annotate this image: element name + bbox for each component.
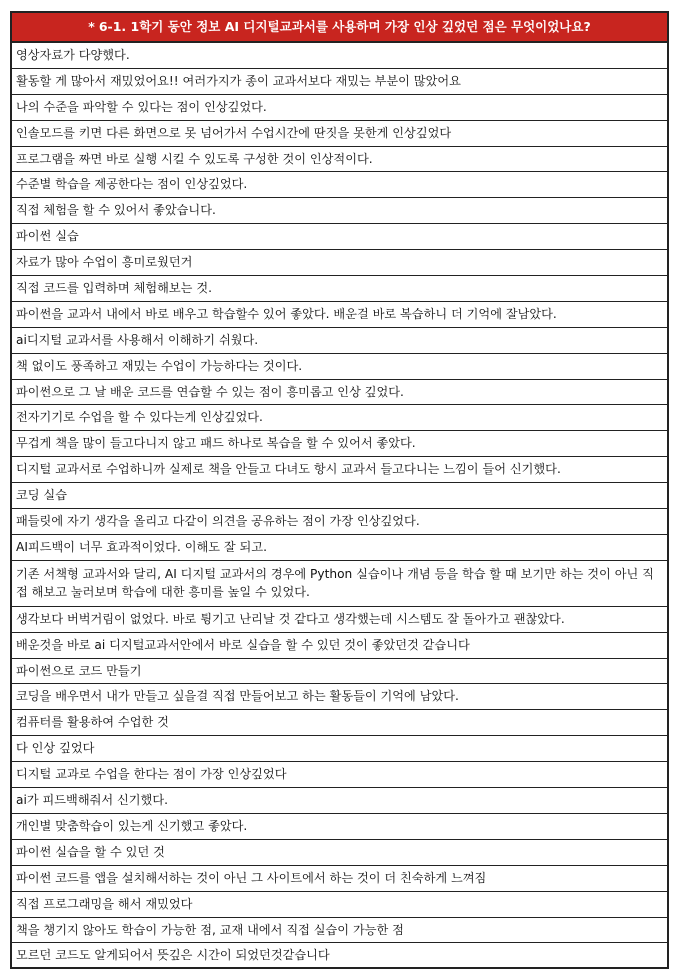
response-row: 책을 챙기지 않아도 학습이 가능한 점, 교재 내에서 직접 실습이 가능한 점: [12, 918, 667, 944]
response-row: AI피드백이 너무 효과적이었다. 이해도 잘 되고.: [12, 535, 667, 561]
response-row: 다 인상 깊었다: [12, 736, 667, 762]
response-row: 파이썬으로 그 날 배운 코드를 연습할 수 있는 점이 흥미롭고 인상 깊었다.: [12, 380, 667, 406]
response-row: 수준별 학습을 제공한다는 점이 인상깊었다.: [12, 172, 667, 198]
response-row: 컴퓨터를 활용하여 수업한 것: [12, 710, 667, 736]
response-row: 생각보다 버벅거림이 없었다. 바로 튕기고 난리날 것 같다고 생각했는데 시스템도 잘 돌아가고 괜찮았다.: [12, 607, 667, 633]
response-row: 직접 프로그래밍을 해서 재밌었다: [12, 892, 667, 918]
response-row: 파이썬 실습: [12, 224, 667, 250]
question-marker: *: [88, 19, 95, 34]
response-row: ai가 피드백해줘서 신기했다.: [12, 788, 667, 814]
response-row: 파이썬 실습을 할 수 있던 것: [12, 840, 667, 866]
response-row: ai디지털 교과서를 사용해서 이해하기 쉬웠다.: [12, 328, 667, 354]
response-row: 기존 서책형 교과서와 달리, AI 디지털 교과서의 경우에 Python 실습이나 개념 등을 학습 할 때 보기만 하는 것이 아닌 직접 해보고 눌러보며 학습에 대한 흥미를 높일 수 있었다.: [12, 561, 667, 607]
response-row: 인솔모드를 키면 다른 화면으로 못 넘어가서 수업시간에 딴짓을 못한게 인상깊었다: [12, 121, 667, 147]
response-row: 활동할 게 많아서 재밌었어요!! 여러가지가 종이 교과서보다 재밌는 부분이 많았어요: [12, 69, 667, 95]
survey-response-table: [10, 11, 669, 969]
response-row: 파이썬을 교과서 내에서 바로 배우고 학습할수 있어 좋았다. 배운걸 바로 복습하니 더 기억에 잘남았다.: [12, 302, 667, 328]
response-row: 프로그램을 짜면 바로 실행 시킬 수 있도록 구성한 것이 인상적이다.: [12, 147, 667, 173]
response-row: 직접 체험을 할 수 있어서 좋았습니다.: [12, 198, 667, 224]
response-row: 무겁게 책을 많이 들고다니지 않고 패드 하나로 복습을 할 수 있어서 좋았다.: [12, 431, 667, 457]
response-row: 나의 수준을 파악할 수 있다는 점이 인상깊었다.: [12, 95, 667, 121]
question-header: [12, 13, 667, 43]
response-row: 코딩 실습: [12, 483, 667, 509]
response-row: 직접 코드를 입력하며 체험해보는 것.: [12, 276, 667, 302]
response-row: 디지털 교과로 수업을 한다는 점이 가장 인상깊었다: [12, 762, 667, 788]
response-row: 파이썬 코드를 앱을 설치해서하는 것이 아닌 그 사이트에서 하는 것이 더 친숙하게 느껴짐: [12, 866, 667, 892]
response-row: 패들릿에 자기 생각을 올리고 다같이 의견을 공유하는 점이 가장 인상깊었다.: [12, 509, 667, 535]
response-row: 자료가 많아 수업이 흥미로웠던거: [12, 250, 667, 276]
response-row: 파이썬으로 코드 만들기: [12, 659, 667, 685]
response-row: 디지털 교과서로 수업하니까 실제로 책을 안들고 다녀도 항시 교과서 들고다니는 느낌이 들어 신기했다.: [12, 457, 667, 483]
response-row: 모르던 코드도 알게되어서 뜻깊은 시간이 되었던것같습니다: [12, 943, 667, 969]
response-row: 배운것을 바로 ai 디지털교과서안에서 바로 실습을 할 수 있던 것이 좋았던것 같습니다: [12, 633, 667, 659]
response-row: 개인별 맞춤학습이 있는게 신기했고 좋았다.: [12, 814, 667, 840]
response-row: 영상자료가 다양했다.: [12, 43, 667, 69]
question-title: 6-1. 1학기 동안 정보 AI 디지털교과서를 사용하며 가장 인상 깊었던 점은 무엇이었나요?: [98, 19, 591, 34]
response-row: 코딩을 배우면서 내가 만들고 싶을걸 직접 만들어보고 하는 활동들이 기억에 남았다.: [12, 684, 667, 710]
response-row: 전자기기로 수업을 할 수 있다는게 인상깊었다.: [12, 405, 667, 431]
response-list: [12, 43, 667, 969]
response-row: 책 없이도 풍족하고 재밌는 수업이 가능하다는 것이다.: [12, 354, 667, 380]
